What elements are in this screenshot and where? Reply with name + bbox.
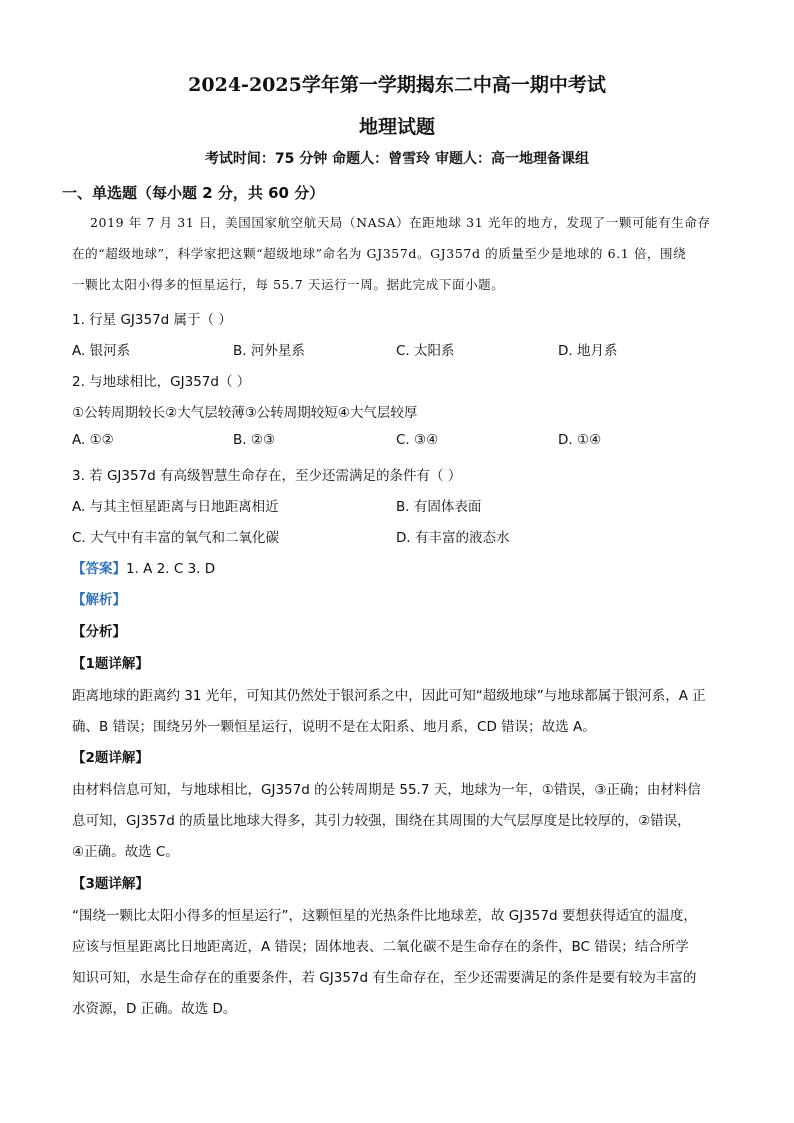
- passage-line-3: 一颗比太阳小得多的恒星运行，每 55.7 天运行一周。据此完成下面小题。: [72, 277, 505, 292]
- q2-option-d: D. ①④: [558, 432, 602, 448]
- passage-line-2: 在的“超级地球”，科学家把这颗“超级地球”命名为 GJ357d。GJ357d 的质量至少是地球的 6.1 倍，围绕: [72, 246, 687, 261]
- q1-option-c: C. 太阳系: [396, 343, 455, 359]
- detail-3-label: 【3题详解】: [72, 876, 149, 892]
- answer-row: [72, 557, 722, 577]
- subject-title: 地理试题: [358, 116, 435, 138]
- question-2-statements: ①公转周期较长②大气层较薄③公转周期较短④大气层较厚: [72, 405, 418, 421]
- detail-2-line-3: ④正确。故选 C。: [72, 844, 179, 860]
- detail-1-label: 【1题详解】: [72, 656, 149, 672]
- analysis-label: 【解析】: [72, 592, 126, 608]
- q2-option-a: A. ①②: [72, 432, 114, 448]
- q1-option-b: B. 河外星系: [233, 343, 305, 359]
- q1-option-d: D. 地月系: [558, 343, 618, 359]
- section-heading: 一、单选题（每小题 2 分，共 60 分）: [62, 184, 325, 202]
- detail-2-label: 【2题详解】: [72, 750, 149, 766]
- detail-3-line-1: “围绕一颗比太阳小得多的恒星运行”，这颗恒星的光热条件比地球差，故 GJ357d 要想获得适宜的温度，: [72, 908, 697, 924]
- fenxi-label: 【分析】: [72, 624, 126, 640]
- q3-option-b: B. 有固体表面: [396, 499, 482, 515]
- detail-2-line-2: 息可知，GJ357d 的质量比地球大得多，其引力较强，围绕在其周围的大气层厚度是比较厚的，②错误，: [72, 813, 691, 829]
- question-2-stem: 2. 与地球相比，GJ357d（ ）: [72, 374, 251, 390]
- exam-title: 2024-2025学年第一学期揭东二中高一期中考试: [188, 74, 606, 96]
- q2-option-b: B. ②③: [233, 432, 276, 448]
- detail-3-line-2: 应该与恒星距离比日地距离近，A 错误；固体地表、二氧化碳不是生命存在的条件，BC 错误；结合所学: [72, 939, 689, 955]
- q3-option-d: D. 有丰富的液态水: [396, 530, 510, 546]
- answer-text: 1. A 2. C 3. D: [126, 561, 216, 577]
- exam-meta: 考试时间：75 分钟 命题人：曾雪玲 审题人：高一地理备课组: [204, 151, 590, 167]
- question-3-stem: 3. 若 GJ357d 有高级智慧生命存在，至少还需满足的条件有（ ）: [72, 468, 462, 484]
- detail-3-line-3: 知识可知，水是生命存在的重要条件，若 GJ357d 有生命存在，至少还需要满足的条件是要有较为丰富的: [72, 970, 697, 986]
- answer-label: 【答案】: [72, 561, 126, 577]
- q2-option-c: C. ③④: [396, 432, 439, 448]
- question-1-stem: 1. 行星 GJ357d 属于（ ）: [72, 312, 232, 328]
- q3-option-c: C. 大气中有丰富的氧气和二氧化碳: [72, 530, 280, 546]
- q3-option-a: A. 与其主恒星距离与日地距离相近: [72, 499, 279, 515]
- detail-1-line-1: 距离地球的距离约 31 光年，可知其仍然处于银河系之中，因此可知“超级地球”与地球都属于银河系，A 正: [72, 688, 706, 704]
- detail-2-line-1: 由材料信息可知，与地球相比，GJ357d 的公转周期是 55.7 天，地球为一年，①错误，③正确；由材料信: [72, 782, 701, 798]
- passage-line-1: 2019 年 7 月 31 日，美国国家航空航天局（NASA）在距地球 31 光年的地方，发现了一颗可能有生命存: [90, 215, 711, 230]
- q1-option-a: A. 银河系: [72, 343, 131, 359]
- detail-1-line-2: 确、B 错误；围绕另外一颗恒星运行，说明不是在太阳系、地月系，CD 错误；故选 A。: [72, 719, 596, 735]
- detail-3-line-4: 水资源，D 正确。故选 D。: [72, 1001, 237, 1017]
